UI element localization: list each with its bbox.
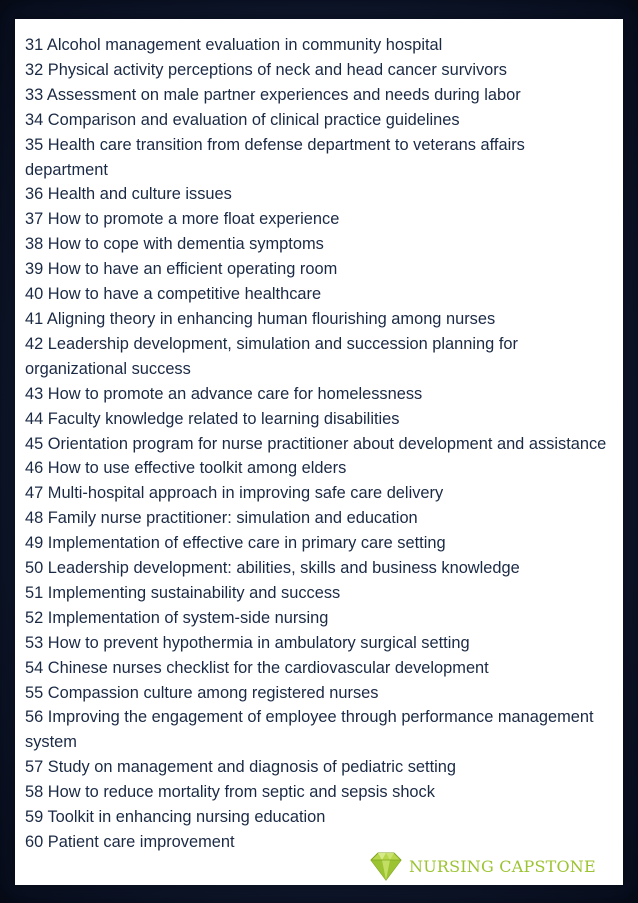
- list-item: 56 Improving the engagement of employee through performance management system: [25, 708, 594, 752]
- list-item: 32 Physical activity perceptions of neck and head cancer survivors: [25, 60, 507, 79]
- list-item: 49 Implementation of effective care in primary care setting: [25, 534, 446, 553]
- list-item: 52 Implementation of system-side nursing: [25, 608, 329, 627]
- brand-logo: [369, 850, 596, 882]
- list-item: 54 Chinese nurses checklist for the cardiovascular development: [25, 658, 489, 677]
- list-item: 35 Health care transition from defense department to veterans affairs department: [25, 135, 525, 179]
- list-item: 47 Multi-hospital approach in improving safe care delivery: [25, 484, 444, 503]
- document-page: [15, 19, 623, 885]
- diamond-icon: [369, 850, 403, 882]
- list-item: 58 How to reduce mortality from septic and sepsis shock: [25, 783, 435, 802]
- list-item: 46 How to use effective toolkit among elders: [25, 459, 347, 478]
- list-item: 43 How to promote an advance care for homelessness: [25, 384, 423, 403]
- list-item: 44 Faculty knowledge related to learning disabilities: [25, 409, 400, 428]
- topic-list: [25, 33, 610, 855]
- list-item: 41 Aligning theory in enhancing human flourishing among nurses: [25, 309, 496, 328]
- list-item: 36 Health and culture issues: [25, 185, 232, 204]
- list-item: 53 How to prevent hypothermia in ambulatory surgical setting: [25, 633, 470, 652]
- list-item: 37 How to promote a more float experience: [25, 210, 340, 229]
- list-item: 38 How to cope with dementia symptoms: [25, 235, 324, 254]
- brand-name: NURSING CAPSTONE: [409, 856, 596, 876]
- list-item: 45 Orientation program for nurse practitioner about development and assistance: [25, 434, 607, 453]
- list-item: 34 Comparison and evaluation of clinical practice guidelines: [25, 110, 460, 129]
- list-item: 48 Family nurse practitioner: simulation and education: [25, 509, 418, 528]
- list-item: 59 Toolkit in enhancing nursing education: [25, 808, 326, 827]
- list-item: 39 How to have an efficient operating room: [25, 260, 338, 279]
- list-item: 60 Patient care improvement: [25, 833, 235, 851]
- list-item: 31 Alcohol management evaluation in community hospital: [25, 36, 443, 54]
- list-item: 40 How to have a competitive healthcare: [25, 285, 322, 304]
- list-item: 50 Leadership development: abilities, skills and business knowledge: [25, 559, 520, 578]
- list-item: 33 Assessment on male partner experiences and needs during labor: [25, 85, 521, 104]
- list-item: 55 Compassion culture among registered nurses: [25, 683, 379, 702]
- list-item: 51 Implementing sustainability and success: [25, 583, 341, 602]
- list-item: 42 Leadership development, simulation and succession planning for organizational success: [25, 334, 518, 378]
- list-item: 57 Study on management and diagnosis of pediatric setting: [25, 758, 456, 777]
